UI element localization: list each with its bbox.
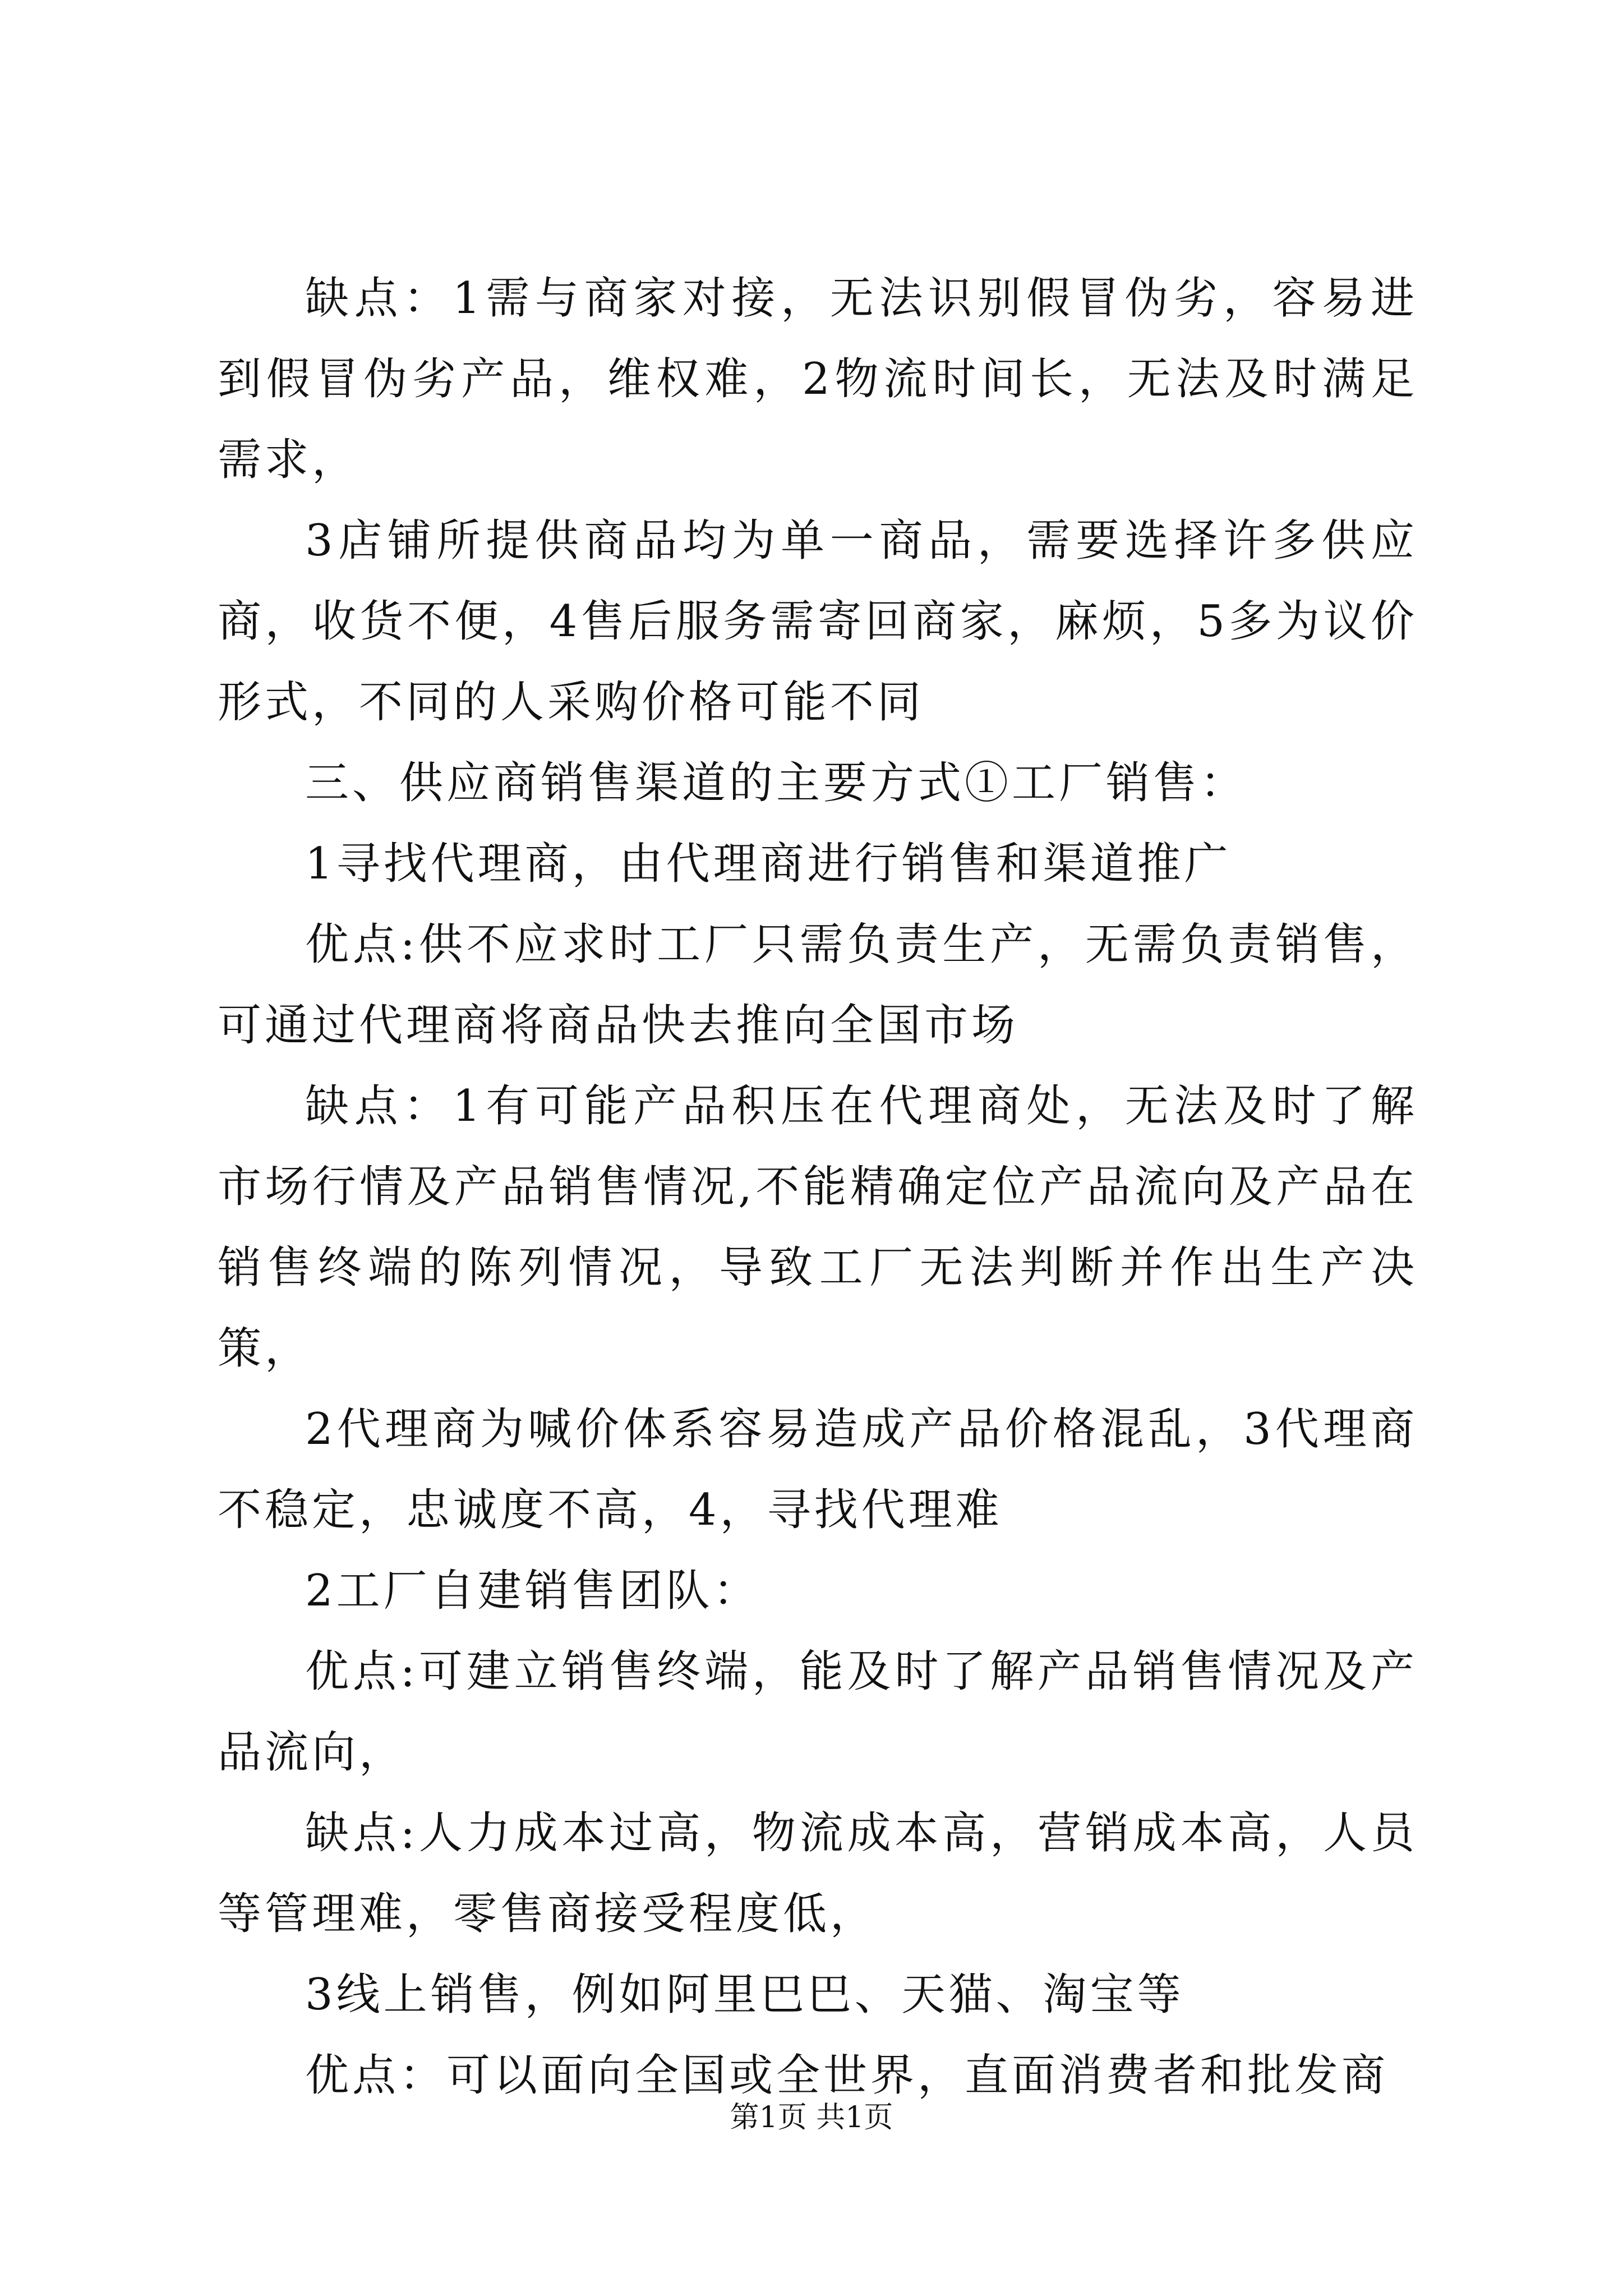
paragraph: 2代理商为喊价体系容易造成产品价格混乱，3代理商不稳定，忠诚度不高，4，寻找代理难: [218, 1404, 1418, 1535]
paragraph: 1寻找代理商，由代理商进行销售和渠道推广: [305, 839, 1232, 889]
paragraph: 优点:供不应求时工厂只需负责生产，无需负责销售，可通过代理商将商品快去推向全国市场: [218, 919, 1418, 1051]
section-heading: 三、供应商销售渠道的主要方式①工厂销售：: [305, 758, 1248, 808]
paragraph: 优点:可建立销售终端，能及时了解产品销售情况及产品流向，: [218, 1646, 1418, 1778]
paragraph: 缺点：1有可能产品积压在代理商处，无法及时了解市场行情及产品销售情况,不能精确定位产品流向及产品在销售终端的陈列情况，导致工厂无法判断并作出生产决策，: [218, 1081, 1418, 1374]
page-footer: 第1页 共1页: [730, 2101, 893, 2134]
paragraph: 3店铺所提供商品均为单一商品，需要选择许多供应商，收货不便，4售后服务需寄回商家，麻烦，5多为议价形式，不同的人采购价格可能不同: [218, 516, 1418, 728]
paragraph: 缺点:人力成本过高，物流成本高，营销成本高，人员等管理难，零售商接受程度低，: [218, 1808, 1418, 1939]
paragraph: 3线上销售，例如阿里巴巴、天猫、淘宝等: [305, 1970, 1184, 2020]
paragraph: 2工厂自建销售团队：: [305, 1566, 760, 1616]
document-body: [218, 258, 1418, 2116]
paragraph: 缺点：1需与商家对接，无法识别假冒伪劣，容易进到假冒伪劣产品，维权难，2物流时间长，无法及时满足需求，: [218, 273, 1418, 485]
paragraph: 优点：可以面向全国或全世界，直面消费者和批发商: [305, 2050, 1389, 2101]
